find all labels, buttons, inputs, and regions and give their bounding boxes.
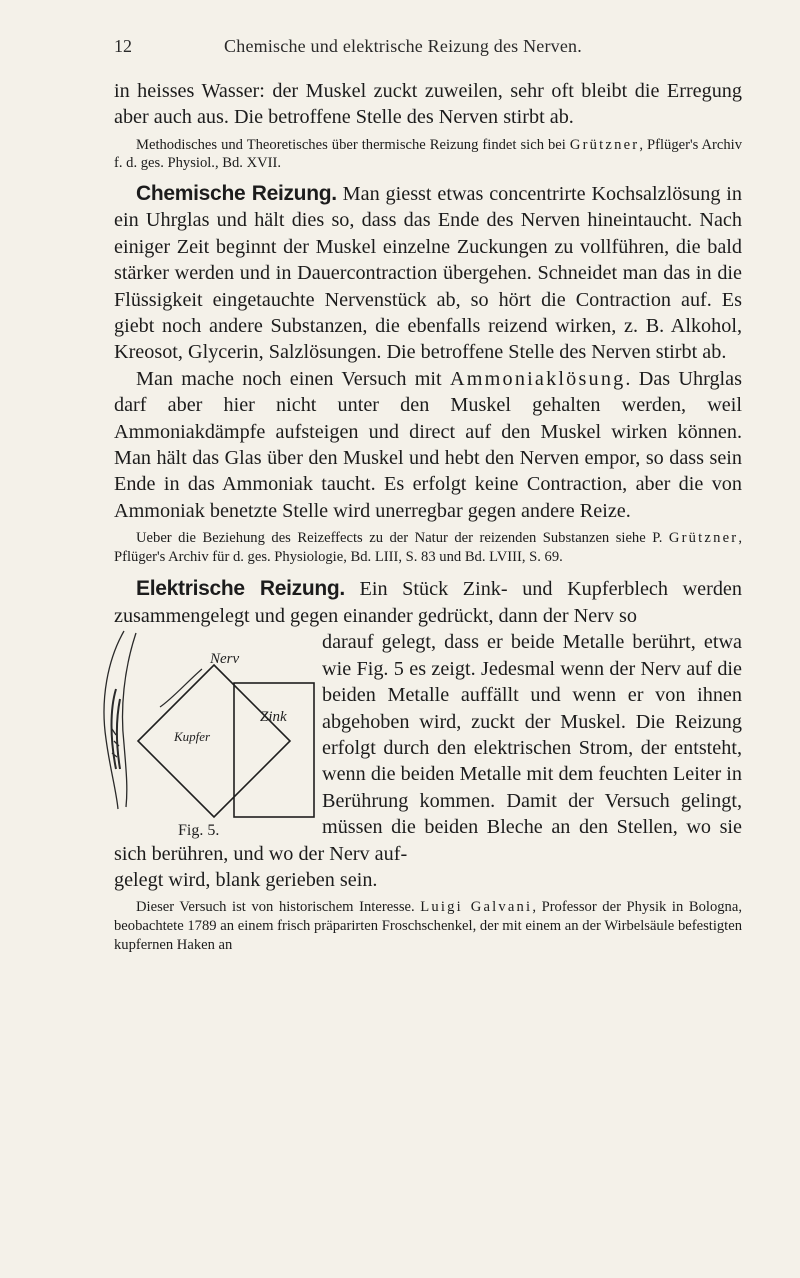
figure-caption: Fig. 5. xyxy=(178,822,220,840)
nerve-line xyxy=(160,669,202,707)
footnote-galvani: Dieser Versuch ist von historischem Interesse. Luigi Galvani, Professor der Physik in Bologna, beobachtete 1789 an einem frisch präparirten Froschschenkel, der mit einem an der Wirbelsäule befestigten kupfernen Haken an xyxy=(114,899,742,953)
heading-chemical: Chemische Reizung. xyxy=(136,182,337,205)
emphasis-ammonia: Ammoniaklösung xyxy=(449,367,626,390)
section-electrical-tail: gelegt wird, blank gerieben sein. xyxy=(114,868,378,891)
author-name: Grützner xyxy=(569,136,640,153)
paragraph-thermal-end: in heisses Wasser: der Muskel zuckt zuweilen, sehr oft bleibt die Erregung aber auch aus. Die betroffene Stelle des Nerven stirbt ab. xyxy=(114,80,742,129)
page-number: 12 xyxy=(114,36,132,56)
figure-label-zink: Zink xyxy=(260,709,287,726)
section-electrical-wrap: darauf gelegt, dass er beide Metalle berührt, etwa wie Fig. 5 es zeigt. Jedesmal wenn der Nerv auf die beiden Metalle auffällt und wenn er von ihnen abgehoben wird, zuckt der Muskel. Die Reizung erfolgt durch den elektrischen Strom, der entsteht, wenn die beiden Metalle mit dem feuchten Leiter in Berührung kommen. Damit der Versuch gelingt, müssen die beiden Bleche an den Stellen, wo sie sich berühren, und wo der Nerv auf- xyxy=(114,631,742,865)
figure-block xyxy=(114,629,742,893)
section-electrical-lead: Elektrische Reizung. Ein Stück Zink- und Kupferblech werden zusammengelegt und gegen einander gedrückt, dann der Nerv so xyxy=(114,577,742,627)
figure-5-drawing xyxy=(90,629,316,839)
footnote-grutzner: Ueber die Beziehung des Reizeffects zu der Natur der reizenden Substanzen siehe P. Grützner, Pflüger's Archiv für d. ges. Physiologie, Bd. LIII, S. 83 und Bd. LVIII, S. 69. xyxy=(114,530,742,565)
author-name: Grützner xyxy=(668,530,739,547)
running-title: Chemische und elektrische Reizung des Nerven. xyxy=(224,36,582,56)
figure-5 xyxy=(90,629,316,839)
figure-label-kupfer: Kupfer xyxy=(174,729,211,745)
zinc-plate xyxy=(234,683,314,817)
page-body xyxy=(114,78,742,962)
section-chemical: Chemische Reizung. Man giesst etwas concentrirte Kochsalzlösung in ein Uhrglas und hält dies so, dass das Ende des Nerven hineintaucht. Nach einiger Zeit beginnt der Muskel einzelne Zuckungen zu vollführen, die bald stärker werden und in Dauercontraction übergehen. Schneidet man das in die Flüssigkeit eingetauchte Nervenstück ab, so hört die Contraction auf. Es giebt noch andere Substanzen, die ebenfalls reizend wirken, z. B. Alkohol, Kreosot, Glycerin, Salzlösungen. Die betroffene Stelle des Nerven stirbt ab. xyxy=(114,182,742,364)
paragraph-ammonia: Man mache noch einen Versuch mit Ammoniaklösung. Das Uhrglas darf aber hier nicht unter den Muskel gehalten werden, weil Ammoniakdämpfe aufsteigen und direct auf den Muskel wirken können. Man hält das Glas über den Muskel und hebt den Nerven empor, so dass sein Ende in das Ammoniak taucht. Es erfolgt keine Contraction, aber die von Ammoniak benetzte Stelle wird unerregbar gegen andere Reize. xyxy=(114,367,742,522)
muscle-sketch xyxy=(104,631,136,809)
author-name: Luigi Galvani xyxy=(420,899,533,916)
figure-label-nerv: Nerv xyxy=(210,651,240,668)
footnote-thermal: Methodisches und Theoretisches über thermische Reizung findet sich bei Grützner, Pflüger's Archiv f. d. ges. Physiol., Bd. XVII. xyxy=(114,136,742,172)
copper-plate xyxy=(138,665,290,817)
heading-electrical: Elektrische Reizung. xyxy=(136,577,345,601)
